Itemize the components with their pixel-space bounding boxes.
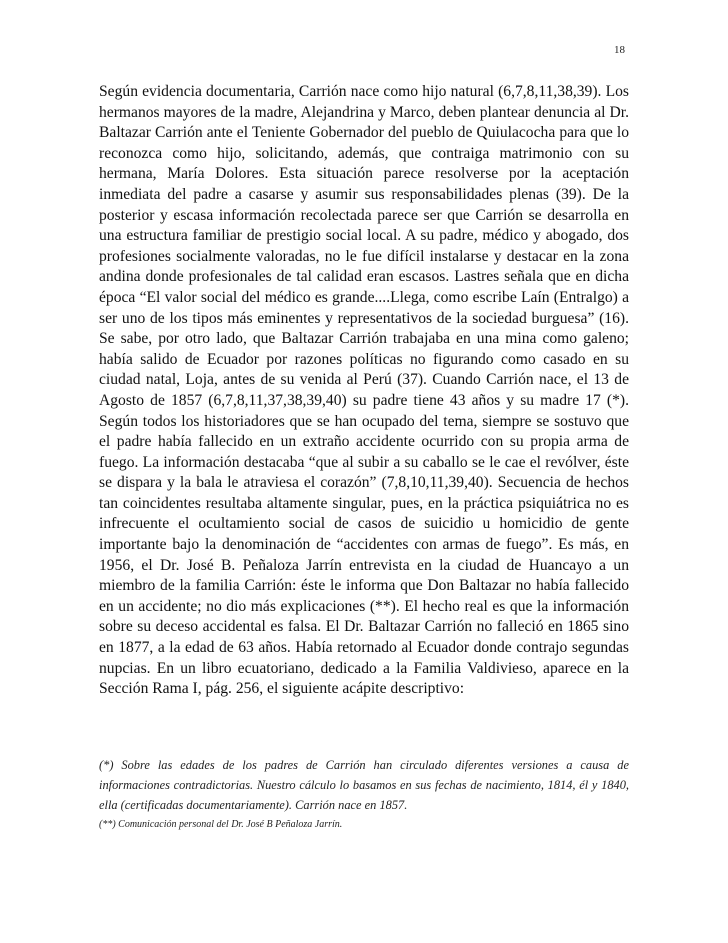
page-number: 18: [614, 44, 625, 56]
body-paragraph: Según evidencia documentaria, Carrión nace como hijo natural (6,7,8,11,38,39). Los hermanos mayores de la madre, Alejandrina y Marco, deben plantear denuncia al Dr. Baltazar Carrión ante el Teniente Gobernador del pueblo de Quiulacocha para que lo reconozca como hijo, solicitando, además, que contraiga matrimonio con su hermana, María Dolores. Esta situación parece resolverse por la aceptación inmediata del padre a casarse y asumir sus responsabilidades plenas (39). De la posterior y escasa información recolectada parece ser que Carrión se desarrolla en una estructura familiar de prestigio social local. A su padre, médico y abogado, dos profesiones socialmente valoradas, no le fue difícil instalarse y destacar en la zona andina donde profesionales de tal calidad eran escasos. Lastres señala que en dicha época “El valor social del médico es grande....Llega, como escribe Laín (Entralgo) a ser uno de los tipos más eminentes y representativos de la sociedad burguesa” (16). Se sabe, por otro lado, que Baltazar Carrión trabajaba en una mina como galeno; había salido de Ecuador por razones políticas no figurando como casado en su ciudad natal, Loja, antes de su venida al Perú (37). Cuando Carrión nace, el 13 de Agosto de 1857 (6,7,8,11,37,38,39,40) su padre tiene 43 años y su madre 17 (*). Según todos los historiadores que se han ocupado del tema, siempre se sostuvo que el padre había fallecido en un extraño accidente ocurrido con su propia arma de fuego. La información destacaba “que al subir a su caballo se le cae el revólver, éste se dispara y la bala le atraviesa el corazón” (7,8,10,11,39,40). Secuencia de hechos tan coincidentes resultaba altamente singular, pues, en la práctica psiquiátrica no es infrecuente el ocultamiento social de casos de suicidio u homicidio de gente importante bajo la denominación de “accidentes con armas de fuego”. Es más, en 1956, el Dr. José B. Peñaloza Jarrín entrevista en la ciudad de Huancayo a un miembro de la familia Carrión: éste le informa que Don Baltazar no había fallecido en un accidente; no dio más explicaciones (**). El hecho real es que la información sobre su deceso accidental es falsa. El Dr. Baltazar Carrión no falleció en 1865 sino en 1877, a la edad de 63 años. Había retornado al Ecuador donde contrajo segundas nupcias. En un libro ecuatoriano, dedicado a la Familia Valdivieso, aparece en la Sección Rama I, pág. 256, el siguiente acápite descriptivo:: [99, 83, 629, 698]
footnote-ages: (*) Sobre las edades de los padres de Carrión han circulado diferentes versiones a causa de informaciones contradictorias. Nuestro cálculo lo basamos en sus fechas de nacimiento, 1814, él y 1840, ella (certificadas documentariamente). Carrión nace en 1857.: [99, 758, 629, 812]
footnote-personal-communication: (**) Comunicación personal del Dr. José B Peñaloza Jarrín.: [99, 819, 343, 830]
